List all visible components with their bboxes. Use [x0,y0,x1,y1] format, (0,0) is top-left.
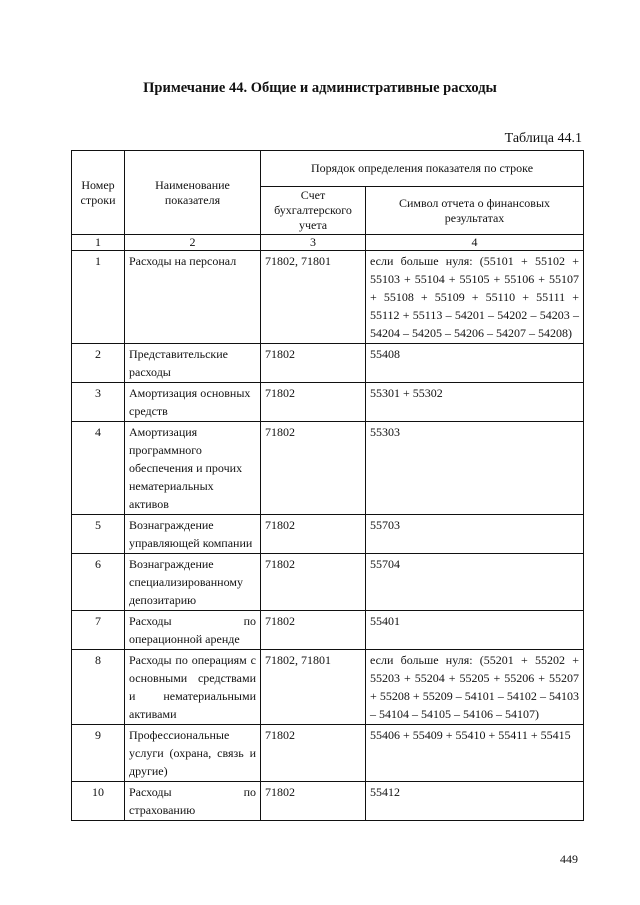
row-number: 8 [72,650,125,725]
indicator-name: Расходы на персонал [125,251,261,344]
account-code: 71802 [261,554,366,611]
table-row [72,251,584,344]
indicator-name: Расходы по операционной аренде [125,611,261,650]
account-code: 71802 [261,515,366,554]
report-symbol: если больше нуля: (55201 + 55202 + 55203 + 55204 + 55205 + 55206 + 55207 + 55208 + 55209 – 54101 – 54102 – 54103 – 54104 – 54105 – 54106 – 54107) [366,650,584,725]
report-symbol: если больше нуля: (55101 + 55102 + 55103 + 55104 + 55105 + 55106 + 55107 + 55108 + 55109 + 55110 + 55111 + 55112 + 55113 – 54201 – 54202 – 54203 – 54204 – 54205 – 54206 – 54207 – 54208) [366,251,584,344]
table-row [72,515,584,554]
column-index: 1 [72,235,125,251]
row-number: 2 [72,344,125,383]
report-symbol: 55412 [366,782,584,821]
indicator-name: Амортизация основных средств [125,383,261,422]
account-code: 71802 [261,422,366,515]
table-row [72,782,584,821]
row-number: 3 [72,383,125,422]
report-symbol: 55703 [366,515,584,554]
page-title: Примечание 44. Общие и административные расходы [143,80,497,96]
row-number: 9 [72,725,125,782]
report-symbol: 55401 [366,611,584,650]
table-row [72,554,584,611]
indicator-name: Расходы по страхованию [125,782,261,821]
report-symbol: 55301 + 55302 [366,383,584,422]
account-code: 71802 [261,611,366,650]
header-indicator-name: Наименование показателя [125,151,261,235]
report-symbol: 55406 + 55409 + 55410 + 55411 + 55415 [366,725,584,782]
indicator-name: Вознаграждение специализированному депозитарию [125,554,261,611]
row-number: 4 [72,422,125,515]
account-code: 71802 [261,383,366,422]
report-symbol: 55408 [366,344,584,383]
row-number: 1 [72,251,125,344]
header-account: Счет бухгалтерского учета [261,187,366,235]
report-symbol: 55303 [366,422,584,515]
indicator-name: Амортизация программного обеспечения и прочих нематериальных активов [125,422,261,515]
header-row-number: Номер строки [72,151,125,235]
row-number: 7 [72,611,125,650]
column-index: 3 [261,235,366,251]
row-number: 10 [72,782,125,821]
expenses-table [71,150,584,821]
row-number: 5 [72,515,125,554]
account-code: 71802, 71801 [261,650,366,725]
column-index: 2 [125,235,261,251]
table-row [72,383,584,422]
table-row [72,611,584,650]
indicator-name: Профессиональные услуги (охрана, связь и другие) [125,725,261,782]
account-code: 71802 [261,782,366,821]
indicator-name: Вознаграждение управляющей компании [125,515,261,554]
column-index: 4 [366,235,584,251]
table-row [72,344,584,383]
header-procedure: Порядок определения показателя по строке [261,151,584,187]
table-row [72,725,584,782]
table-label: Таблица 44.1 [504,131,582,146]
table-row [72,650,584,725]
header-report-symbol: Символ отчета о финансовых результатах [366,187,584,235]
page-number: 449 [560,852,578,866]
indicator-name: Расходы по операциям с основными средствами и нематериальными активами [125,650,261,725]
row-number: 6 [72,554,125,611]
account-code: 71802, 71801 [261,251,366,344]
table-row [72,422,584,515]
account-code: 71802 [261,725,366,782]
account-code: 71802 [261,344,366,383]
indicator-name: Представительские расходы [125,344,261,383]
report-symbol: 55704 [366,554,584,611]
